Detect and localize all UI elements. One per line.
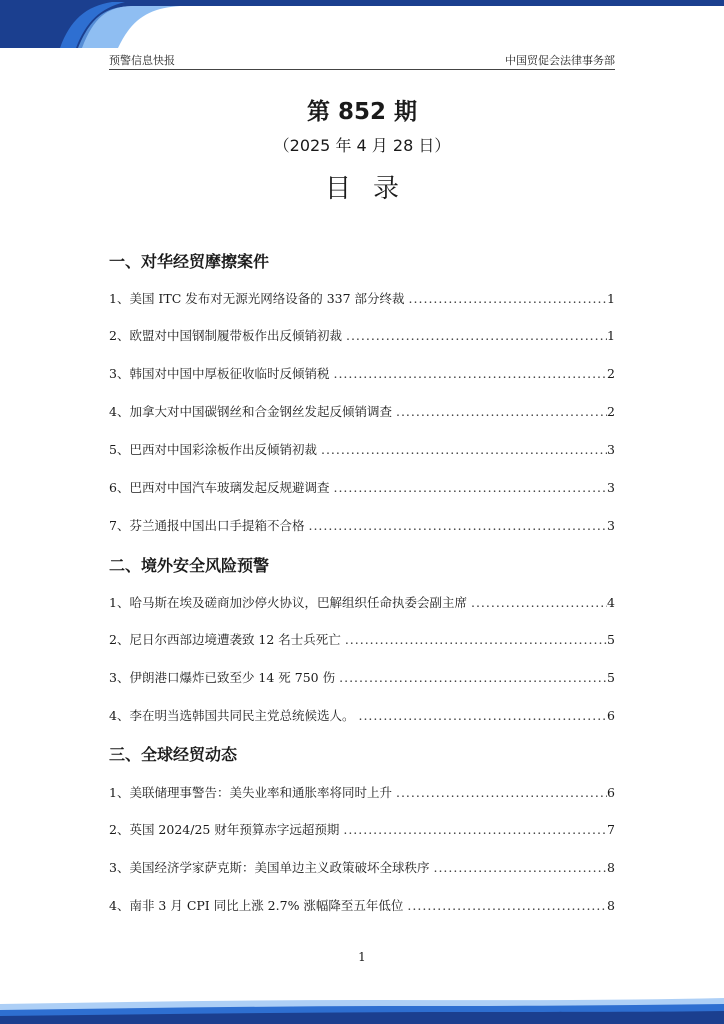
- toc-entry-text: 4、李在明当选韩国共同民主党总统候选人。: [109, 708, 355, 723]
- toc-entry[interactable]: [109, 820, 615, 838]
- issue-date: （2025 年 4 月 28 日）: [273, 136, 451, 155]
- leader-dots: [329, 480, 607, 495]
- toc-entry-page: 2: [607, 404, 615, 419]
- toc-entry-text: 2、欧盟对中国钢制履带板作出反倾销初裁: [109, 328, 342, 343]
- toc-entry-page: 3: [607, 518, 615, 533]
- toc-entry[interactable]: [109, 289, 615, 307]
- toc-entry-page: 2: [607, 366, 615, 381]
- leader-dots: [339, 822, 607, 837]
- toc-entry[interactable]: [109, 440, 615, 458]
- header-rule: [109, 69, 615, 70]
- toc-title: 目录: [324, 174, 421, 204]
- toc-entry-page: 1: [607, 291, 615, 306]
- leader-dots: [392, 785, 607, 800]
- header-right-org: 中国贸促会法律事务部: [505, 54, 615, 67]
- toc-entry-text: 3、伊朗港口爆炸已致至少 14 死 750 伤: [109, 670, 336, 685]
- leader-dots: [341, 632, 607, 647]
- toc-entry-text: 4、南非 3 月 CPI 同比上涨 2.7% 涨幅降至五年低位: [109, 898, 404, 913]
- toc-entry[interactable]: [109, 478, 615, 496]
- toc-entry[interactable]: [109, 402, 615, 420]
- toc-entry[interactable]: [109, 364, 615, 382]
- toc-entry[interactable]: [109, 706, 615, 724]
- leader-dots: [467, 595, 607, 610]
- toc-entry-text: 3、韩国对中国中厚板征收临时反倾销税: [109, 366, 330, 381]
- leader-dots: [354, 708, 607, 723]
- toc-entry-text: 4、加拿大对中国碳钢丝和合金钢丝发起反倾销调查: [109, 404, 392, 419]
- leader-dots: [342, 328, 607, 343]
- toc-entry-text: 1、哈马斯在埃及磋商加沙停火协议，巴解组织任命执委会副主席: [109, 595, 467, 610]
- leader-dots: [329, 366, 607, 381]
- leader-dots: [405, 291, 608, 306]
- toc-entry-page: 3: [607, 480, 615, 495]
- toc-entry-page: 3: [607, 442, 615, 457]
- toc-entry-page: 4: [607, 595, 615, 610]
- section-heading: 二、境外安全风险预警: [109, 556, 270, 575]
- toc-entry-page: 6: [607, 785, 615, 800]
- header-left-title: 预警信息快报: [109, 54, 175, 67]
- toc-entry-text: 1、美联储理事警告：美失业率和通胀率将同时上升: [109, 785, 392, 800]
- leader-dots: [403, 898, 607, 913]
- toc-entry-page: 5: [607, 670, 615, 685]
- leader-dots: [429, 860, 607, 875]
- toc-entry-text: 7、芬兰通报中国出口手提箱不合格: [109, 518, 305, 533]
- toc-entry-page: 1: [607, 328, 615, 343]
- toc-entry-text: 2、英国 2024/25 财年预算赤字远超预期: [109, 822, 340, 837]
- toc-entry-page: 5: [607, 632, 615, 647]
- leader-dots: [335, 670, 607, 685]
- section-heading: 一、对华经贸摩擦案件: [109, 252, 270, 271]
- leader-dots: [304, 518, 607, 533]
- toc-entry-text: 1、美国 ITC 发布对无源光网络设备的 337 部分终裁: [109, 291, 405, 306]
- toc-entry[interactable]: [109, 630, 615, 648]
- toc-entry[interactable]: [109, 896, 615, 914]
- toc-entry-text: 3、美国经济学家萨克斯：美国单边主义政策破坏全球秩序: [109, 860, 430, 875]
- toc-entry-text: 2、尼日尔西部边境遭袭致 12 名士兵死亡: [109, 632, 341, 647]
- toc-entry[interactable]: [109, 593, 615, 611]
- toc-entry[interactable]: [109, 326, 615, 344]
- toc-entry-page: 7: [607, 822, 615, 837]
- toc-entry-text: 5、巴西对中国彩涂板作出反倾销初裁: [109, 442, 317, 457]
- toc-entry-page: 8: [607, 898, 615, 913]
- leader-dots: [392, 404, 607, 419]
- header-corner-graphic: [0, 0, 724, 48]
- issue-title: 第 852 期: [306, 99, 418, 125]
- toc-entry[interactable]: [109, 783, 615, 801]
- toc-entry-page: 8: [607, 860, 615, 875]
- toc-entry[interactable]: [109, 516, 615, 534]
- toc-entry-page: 6: [607, 708, 615, 723]
- leader-dots: [317, 442, 607, 457]
- section-heading: 三、全球经贸动态: [109, 745, 238, 764]
- page-number: 1: [358, 950, 366, 964]
- footer-band-graphic: [0, 990, 724, 1024]
- toc-entry-text: 6、巴西对中国汽车玻璃发起反规避调查: [109, 480, 330, 495]
- toc-entry[interactable]: [109, 858, 615, 876]
- toc-entry[interactable]: [109, 668, 615, 686]
